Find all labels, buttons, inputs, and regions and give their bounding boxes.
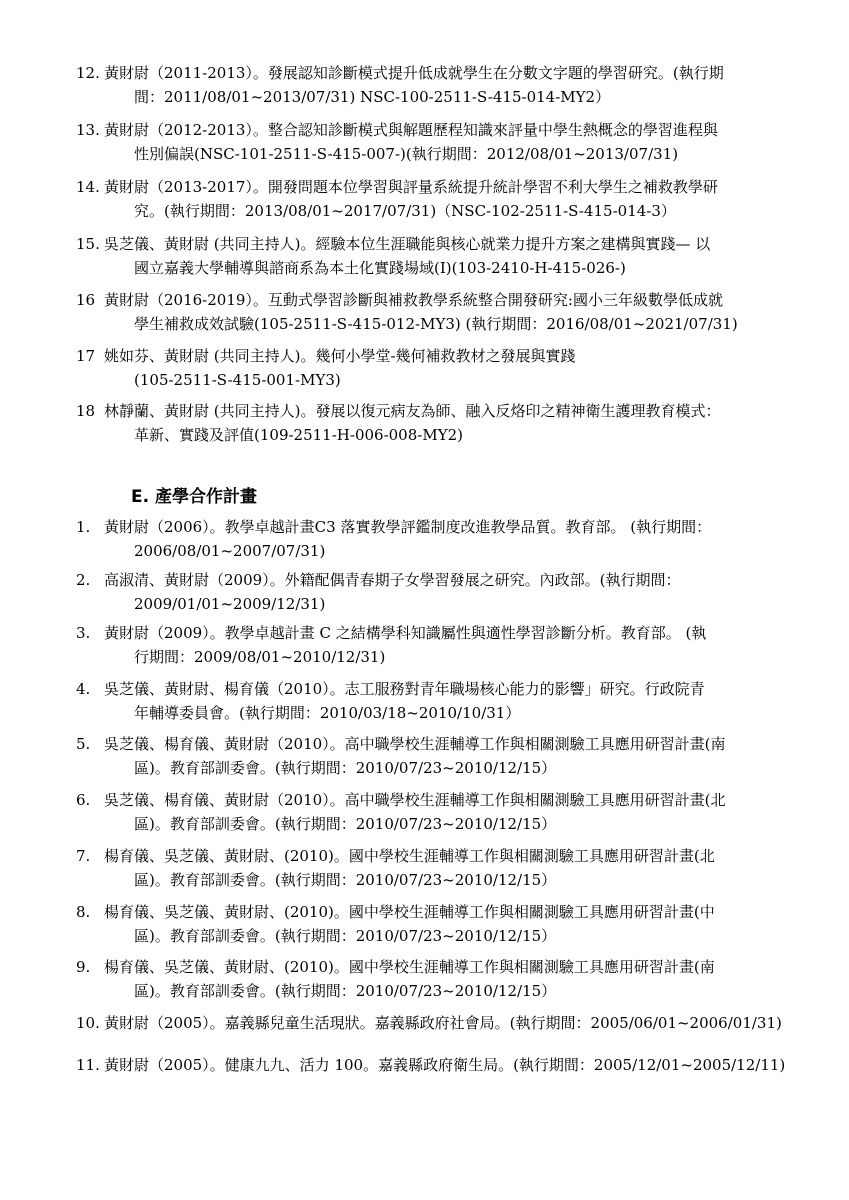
item-text-line2: 2009/01/01~2009/12/31): [134, 595, 326, 613]
item-number: 18: [76, 402, 96, 420]
item-text-line2: 性別偏誤(NSC-101-2511-S-415-007-)(執行期間：2012/08/01~2013/07/31): [134, 145, 679, 163]
item-number: 10.: [76, 1014, 100, 1032]
item-text-line1: 吳芝儀、楊育儀、黃財尉（2010）。高中職學校生涯輔導工作與相關測驗工具應用研習計畫(南: [104, 735, 726, 753]
item-text-line1: 高淑清、黃財尉（2009）。外籍配偶青春期子女學習發展之研究。內政部。(執行期間：: [104, 571, 681, 589]
item-text-line2: (105-2511-S-415-001-MY3): [134, 371, 341, 389]
item-text-line2: 區)。教育部訓委會。(執行期間：2010/07/23~2010/12/15）: [134, 927, 557, 945]
item-text-line1: 黃財尉（2016-2019）。互動式學習診斷與補救教學系統整合開發研究:國小三年級數學低成就: [104, 291, 723, 309]
item-number: 17: [76, 347, 96, 365]
item-text-line1: 楊育儀、吳芝儀、黃財尉、(2010)。國中學校生涯輔導工作與相關測驗工具應用研習計畫(北: [104, 847, 715, 865]
item-number: 9.: [76, 958, 91, 976]
item-text-line1: 黃財尉（2006）。教學卓越計畫C3 落實教學評鑑制度改進教學品質。教育部。 (執行期間：: [104, 518, 712, 536]
item-text-line2: 究。(執行期間：2013/08/01~2017/07/31)（NSC-102-2511-S-415-014-3）: [134, 202, 676, 220]
item-text-line1: 楊育儀、吳芝儀、黃財尉、(2010)。國中學校生涯輔導工作與相關測驗工具應用研習計畫(中: [104, 903, 715, 921]
item-number: 16: [76, 291, 96, 309]
item-text-line1: 黃財尉（2005）。健康九九、活力 100。嘉義縣政府衛生局。(執行期間：2005/12/01~2005/12/11): [104, 1056, 786, 1074]
item-text-line2: 革新、實踐及評值(109-2511-H-006-008-MY2): [134, 426, 463, 444]
item-number: 7.: [76, 847, 91, 865]
item-text-line2: 間：2011/08/01~2013/07/31) NSC-100-2511-S-415-014-MY2）: [134, 88, 611, 106]
item-text-line2: 行期間：2009/08/01~2010/12/31): [134, 648, 386, 666]
item-text-line1: 黃財尉（2013-2017）。開發問題本位學習與評量系統提升統計學習不利大學生之補救教學研: [104, 178, 718, 196]
item-text-line2: 2006/08/01~2007/07/31): [134, 542, 326, 560]
item-text-line1: 楊育儀、吳芝儀、黃財尉、(2010)。國中學校生涯輔導工作與相關測驗工具應用研習計畫(南: [104, 958, 715, 976]
item-text-line1: 黃財尉（2005）。嘉義縣兒童生活現狀。嘉義縣政府社會局。(執行期間：2005/06/01~2006/01/31): [104, 1014, 782, 1032]
item-text-line2: 年輔導委員會。(執行期間：2010/03/18~2010/10/31）: [134, 704, 521, 722]
item-number: 6.: [76, 791, 91, 809]
item-text-line1: 吳芝儀、楊育儀、黃財尉（2010）。高中職學校生涯輔導工作與相關測驗工具應用研習計畫(北: [104, 791, 726, 809]
item-number: 2.: [76, 571, 91, 589]
item-text-line2: 區)。教育部訓委會。(執行期間：2010/07/23~2010/12/15）: [134, 815, 557, 833]
item-number: 8.: [76, 903, 91, 921]
item-number: 5.: [76, 735, 91, 753]
item-number: 3.: [76, 624, 91, 642]
item-number: 13.: [76, 121, 100, 139]
item-number: 4.: [76, 680, 91, 698]
item-text-line2: 學生補救成效試驗(105-2511-S-415-012-MY3) (執行期間：2016/08/01~2021/07/31): [134, 315, 738, 333]
item-number: 1.: [76, 518, 91, 536]
item-text-line2: 國立嘉義大學輔導與諮商系為本土化實踐場域(I)(103-2410-H-415-026-): [134, 259, 626, 277]
item-text-line1: 林靜蘭、黃財尉 (共同主持人)。發展以復元病友為師、融入反烙印之精神衛生護理教育模式：: [104, 402, 721, 420]
item-number: 11.: [76, 1056, 100, 1074]
item-number: 12.: [76, 64, 100, 82]
item-text-line1: 黃財尉（2012-2013）。整合認知診斷模式與解題歷程知識來評量中學生熱概念的學習進程與: [104, 121, 718, 139]
item-text-line1: 姚如芬、黃財尉 (共同主持人)。幾何小學堂-幾何補救教材之發展與實踐: [104, 347, 576, 365]
item-text-line1: 黃財尉（2009）。教學卓越計畫 C 之結構學科知識屬性與適性學習診斷分析。教育部。 (執: [104, 624, 707, 642]
item-text-line1: 吳芝儀、黃財尉 (共同主持人)。經驗本位生涯職能與核心就業力提升方案之建構與實踐— 以: [104, 235, 711, 253]
item-number: 15.: [76, 235, 100, 253]
item-text-line1: 黃財尉（2011-2013）。發展認知診斷模式提升低成就學生在分數文字題的學習研究。(執行期: [104, 64, 724, 82]
item-text-line2: 區)。教育部訓委會。(執行期間：2010/07/23~2010/12/15）: [134, 982, 557, 1000]
item-text-line2: 區)。教育部訓委會。(執行期間：2010/07/23~2010/12/15）: [134, 759, 557, 777]
item-text-line2: 區)。教育部訓委會。(執行期間：2010/07/23~2010/12/15）: [134, 871, 557, 889]
item-text-line1: 吳芝儀、黃財尉、楊育儀（2010）。志工服務對青年職場核心能力的影響」研究。行政院青: [104, 680, 705, 698]
section-heading: E. 產學合作計畫: [131, 487, 257, 507]
item-number: 14.: [76, 178, 100, 196]
